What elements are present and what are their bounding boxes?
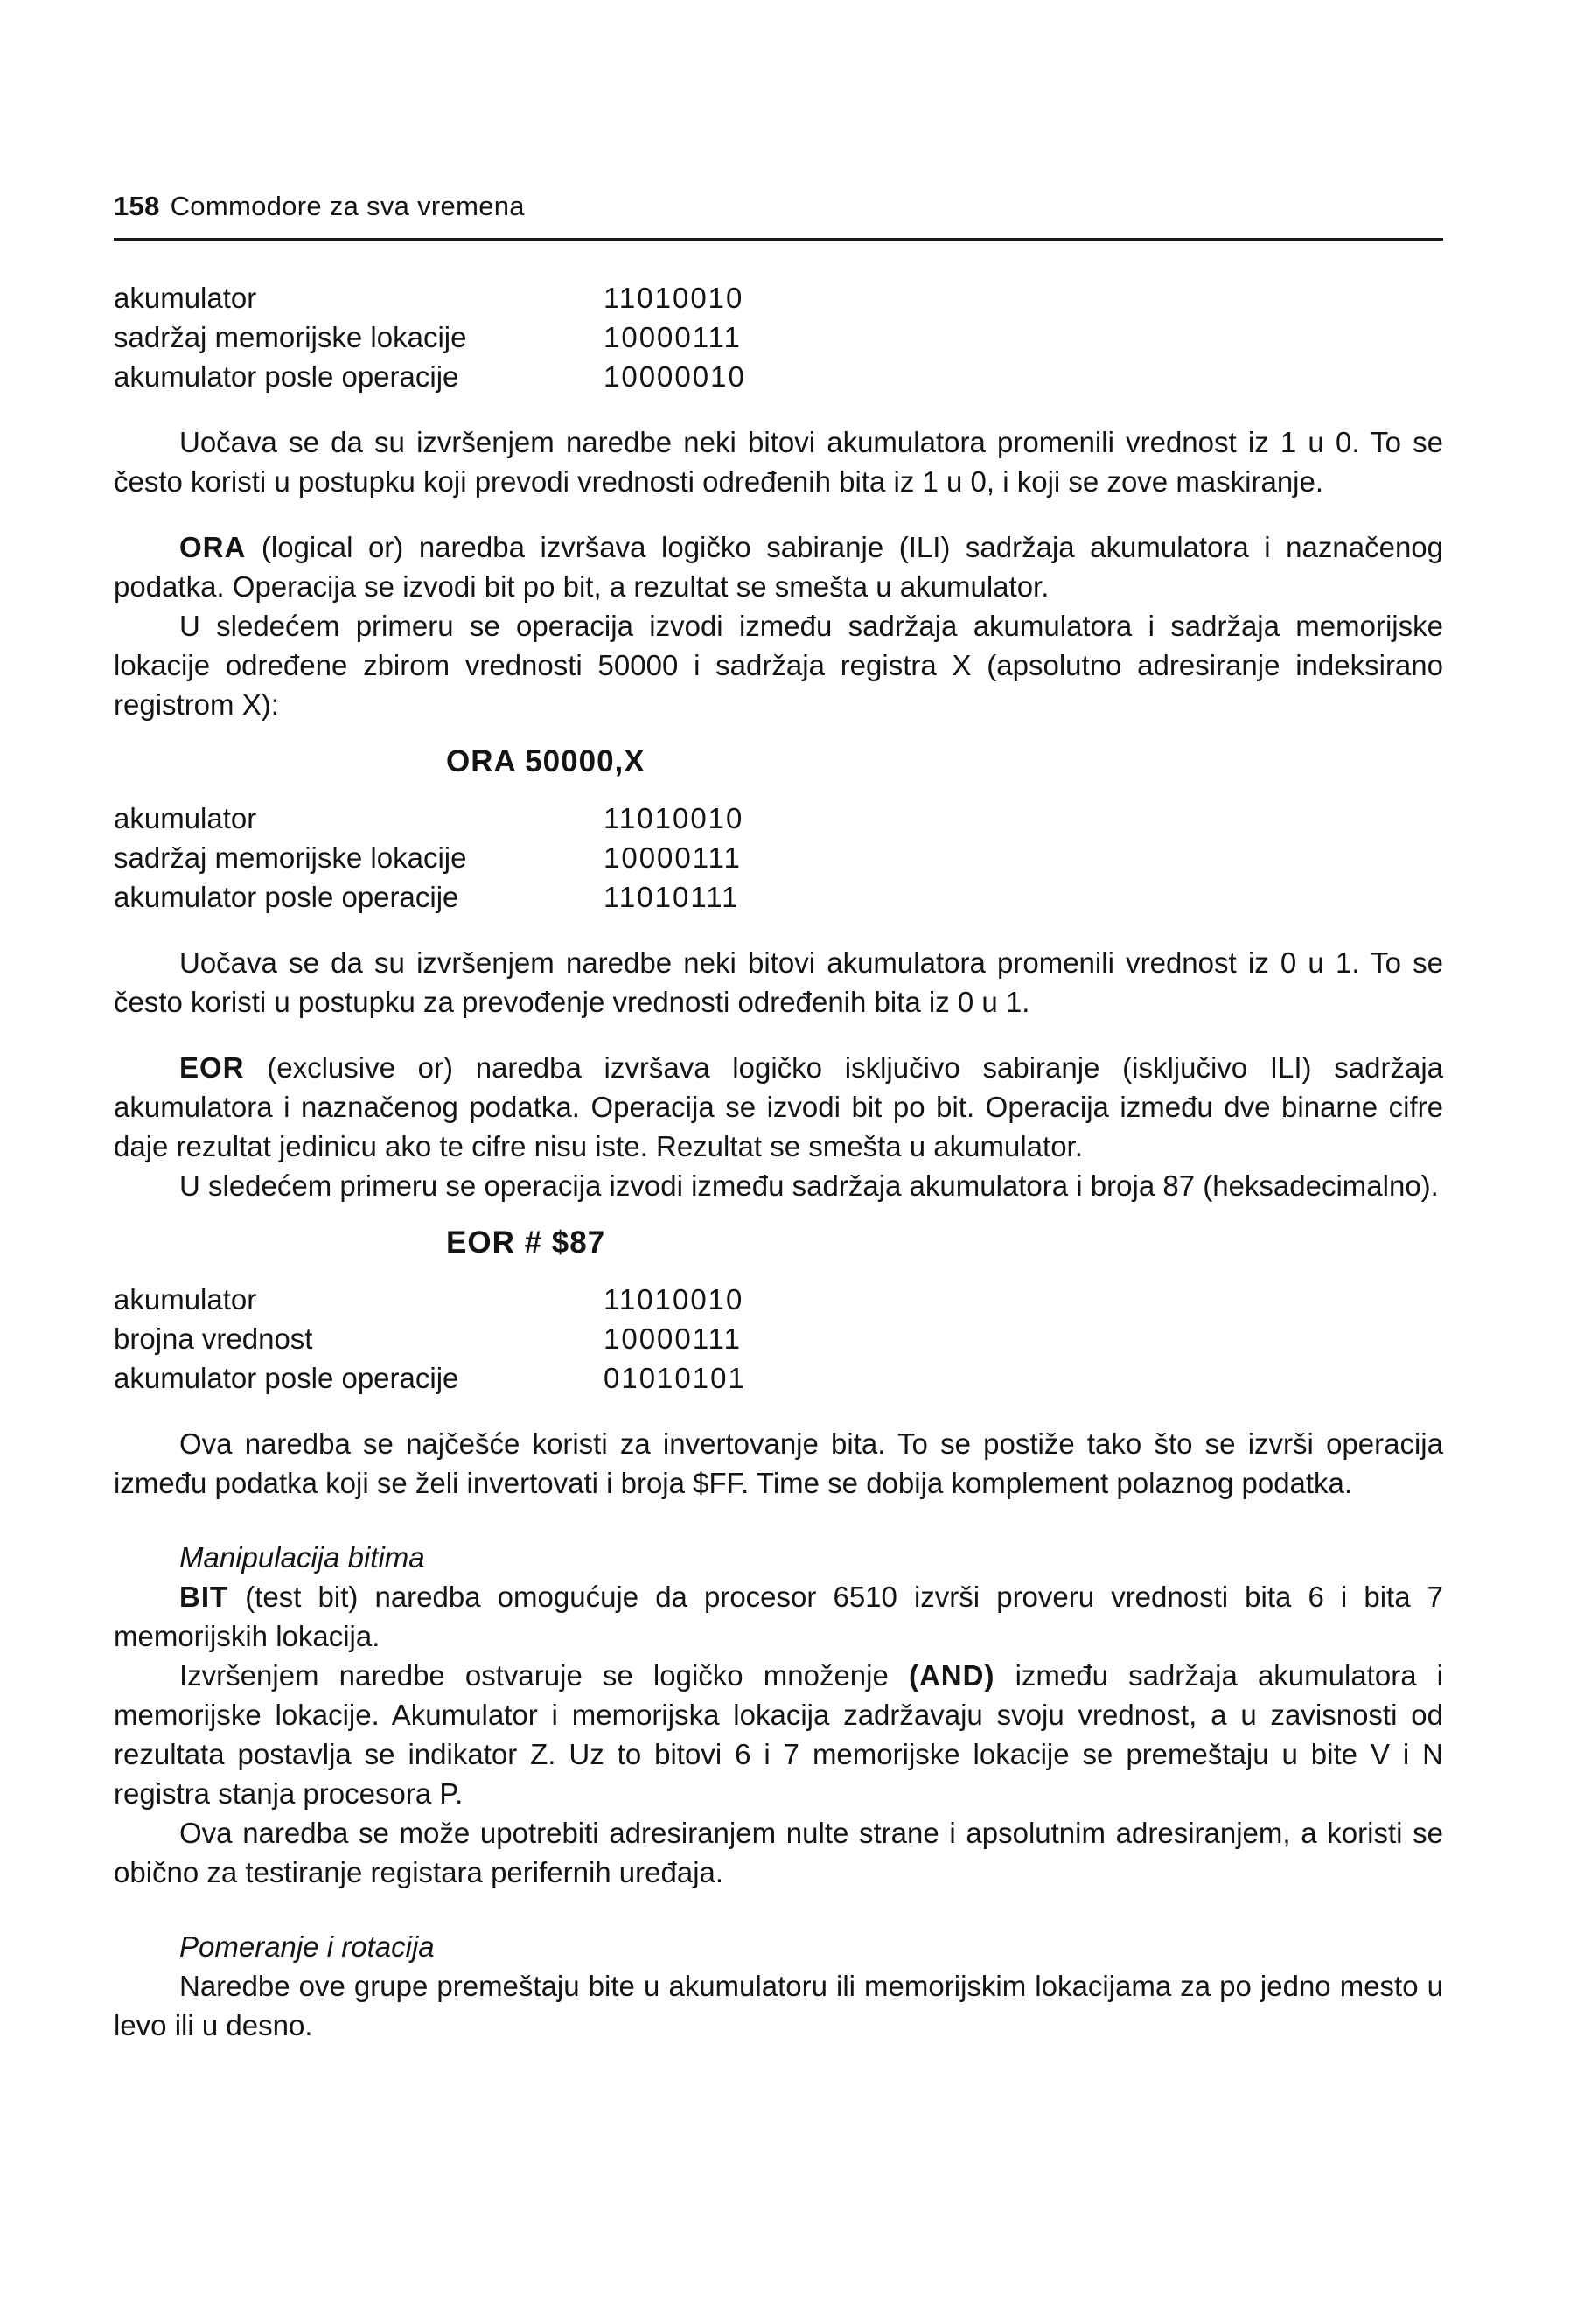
bit-description: (test bit) naredba omogućuje da procesor 6510 izvrši proveru vrednosti bita 6 i bita 7 memorijskih lokacija. <box>114 1581 1443 1652</box>
table-value: 10000111 <box>604 1323 742 1355</box>
paragraph-bit-and <box>114 1656 1443 1813</box>
table-label: akumulator posle operacije <box>114 360 459 393</box>
table-value: 11010010 <box>604 1283 744 1316</box>
and-result-table <box>114 278 1443 396</box>
table-label: akumulator posle operacije <box>114 1362 459 1394</box>
paragraph-shift-rotate: Naredbe ove grupe premeštaju bite u akumulatoru ili memorijskim lokacijama za po jedno mesto u levo ili u desno. <box>114 1970 1443 2041</box>
eor-description: (exclusive or) naredba izvršava logičko isključivo sabiranje (isključivo ILI) sadržaja akumulatora i naznačenog podatka. Operacija se izvodi bit po bit. Operacija između dve binarne cifre daje rezultat jedinicu ako te cifre nisu iste. Rezultat se smešta u akumulator. <box>114 1051 1443 1162</box>
table-value: 10000111 <box>604 321 742 353</box>
table-value: 11010010 <box>604 282 744 314</box>
paragraph-ora-example-intro: U sledećem primeru se operacija izvodi između sadržaja akumulatora i sadržaja memorijske lokacije određene zbirom vrednosti 50000 i sadržaja registra X (apsolutno adresiranje indeksirano registrom X): <box>114 610 1443 721</box>
table-label: akumulator posle operacije <box>114 881 459 913</box>
table-label: brojna vrednost <box>114 1323 313 1355</box>
bit-and-text-before: Izvršenjem naredbe ostvaruje se logičko množenje <box>179 1659 909 1692</box>
table-label: sadržaj memorijske lokacije <box>114 321 467 353</box>
and-keyword: (AND) <box>908 1659 995 1692</box>
paragraph-eor-example-intro: U sledećem primeru se operacija izvodi između sadržaja akumulatora i broja 87 (heksadecimalno). <box>179 1169 1439 1202</box>
eor-result-table <box>114 1280 1443 1398</box>
running-title: Commodore za sva vremena <box>170 191 525 221</box>
table-value: 11010111 <box>604 881 740 913</box>
table-value: 01010101 <box>604 1362 746 1394</box>
paragraph-ora <box>114 527 1443 606</box>
paragraph-eor <box>114 1048 1443 1166</box>
running-head <box>114 191 525 222</box>
eor-keyword: EOR <box>179 1051 245 1084</box>
table-label: akumulator <box>114 802 257 834</box>
paragraph-masking: Uočava se da su izvršenjem naredbe neki bitovi akumulatora promenili vrednost iz 1 u 0. To se često koristi u postupku koji prevodi vrednosti određenih bita iz 1 u 0, i koji se zove maskiranje. <box>114 426 1443 498</box>
page-number: 158 <box>114 191 160 221</box>
table-label: akumulator <box>114 282 257 314</box>
book-page <box>114 0 1443 2324</box>
ora-result-table <box>114 799 1443 917</box>
table-label: akumulator <box>114 1283 257 1316</box>
table-label: sadržaj memorijske lokacije <box>114 841 467 874</box>
ora-example: ORA 50000,X <box>446 744 645 778</box>
eor-example: EOR # $87 <box>446 1225 606 1260</box>
ora-keyword: ORA <box>179 531 247 563</box>
paragraph-bit-usage: Ova naredba se može upotrebiti adresiranjem nulte strane i apsolutnim adresiranjem, a koristi se obično za testiranje registara perifernih uređaja. <box>114 1817 1443 1888</box>
table-value: 10000111 <box>604 841 742 874</box>
ora-description: (logical or) naredba izvršava logičko sabiranje (ILI) sadržaja akumulatora i naznačenog podatka. Operacija se izvodi bit po bit, a rezultat se smešta u akumulator. <box>114 531 1443 603</box>
page-content <box>114 278 1443 2045</box>
bit-and-text-after: između sadržaja akumulatora i memorijske lokacije. Akumulator i memorijska lokacija zadržavaju svoju vrednost, a u zavisnosti od rezultata postavlja se indikator Z. Uz to bitovi 6 i 7 memorijske lokacije se premeštaju u bite V i N registra stanja procesora P. <box>114 1659 1443 1810</box>
bit-keyword: BIT <box>179 1581 229 1613</box>
header-rule <box>114 238 1443 241</box>
section-title-bit-manipulation: Manipulacija bitima <box>179 1541 425 1574</box>
paragraph-bit <box>114 1577 1443 1656</box>
paragraph-setting-bits: Uočava se da su izvršenjem naredbe neki bitovi akumulatora promenili vrednost iz 0 u 1. To se često koristi u postupku za prevođenje vrednosti određenih bita iz 0 u 1. <box>114 946 1443 1018</box>
table-value: 11010010 <box>604 802 744 834</box>
paragraph-invert: Ova naredba se najčešće koristi za invertovanje bita. To se postiže tako što se izvrši operacija između podatka koji se želi invertovati i broja $FF. Time se dobija komplement polaznog podatka. <box>114 1427 1443 1499</box>
section-title-shift-rotate: Pomeranje i rotacija <box>179 1930 435 1963</box>
table-value: 10000010 <box>604 360 746 393</box>
